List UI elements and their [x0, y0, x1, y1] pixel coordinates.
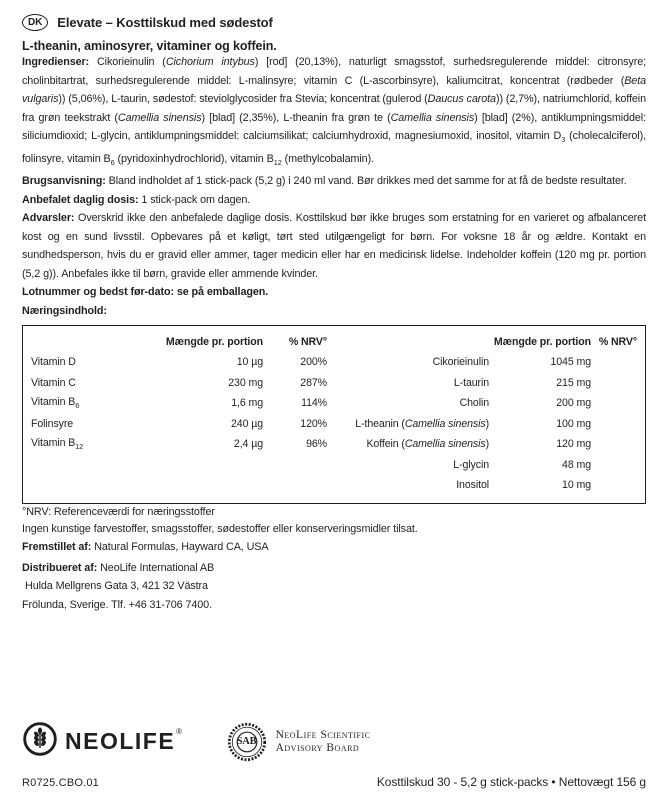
nutrient-amount: 48 mg [562, 458, 591, 471]
nutrient-amount: 200 mg [556, 397, 591, 410]
product-subtitle: L-theanin, aminosyrer, vitaminer og koffein. [22, 39, 277, 53]
brand-row [22, 721, 646, 762]
label-footer [22, 721, 646, 789]
nrv-header: % NRV° [288, 335, 327, 348]
wheat-icon [22, 721, 58, 762]
nutrient-name: Vitamin $B_6$ [31, 396, 80, 411]
nutrient-name: Inositol [456, 479, 489, 492]
nutrient-nrv: 120% [300, 417, 327, 430]
nutrient-amount: 1045 mg [550, 356, 591, 369]
manufacturer-line: Fremstillet af: Natural Formulas, Hayward CA, USA [22, 541, 269, 554]
item-code: R0725.CBO.01 [22, 777, 99, 789]
nutrient-name: Koffein (Camellia sinensis) [366, 438, 489, 451]
sab-seal-icon [227, 722, 267, 762]
nrv-footnote: °NRV: Referenceværdi for næringsstoffer [22, 506, 215, 519]
nutrient-amount: 10 µg [236, 356, 263, 369]
neolife-logo [22, 721, 183, 762]
nutrient-name: Vitamin D [31, 356, 76, 369]
neolife-wordmark: NEOLIFE® [65, 727, 184, 754]
nutrition-heading: Næringsindhold: [22, 304, 107, 317]
nutrient-name: L-theanin (Camellia sinensis) [355, 417, 489, 430]
language-badge: DK [22, 14, 48, 31]
nutrition-table-right [341, 331, 637, 495]
amount-header: Mængde pr. portion [165, 335, 263, 348]
no-additives-note: Ingen kunstige farvestoffer, smagsstoffer, sødestoffer eller konserveringsmidler tilsat. [22, 523, 418, 536]
sab-block [227, 722, 371, 762]
nutrient-nrv: 200% [300, 356, 327, 369]
nutrient-name: L-taurin [453, 376, 489, 389]
nutrition-table-left [31, 331, 341, 495]
usage-paragraph: Brugsanvisning: Bland indholdet af 1 stick-pack (5,2 g) i 240 ml vand. Bør drikkes med det samme for at få de bedste resultater. [22, 175, 627, 188]
title-row [22, 14, 646, 31]
nrv-header: % NRV° [598, 335, 637, 348]
nutrient-name: Cikorieinulin [432, 356, 489, 369]
distributor-line: Distribueret af: NeoLife International AB [22, 561, 215, 574]
bottom-row [22, 775, 646, 789]
warnings-paragraph: Advarsler: Overskrid ikke den anbefalede daglige dosis. Kosttilskud bør ikke bruges som erstatning for en varieret og afbalanceret kost og en sund livsstil. Opbevares på et køligt, tørt sted utilgængeligt for børn. For voksne 18 år og ældre. Kontakt en sundhedsperson, hvis du er gravid eller ammer, tager medicin eller har en medicinsk lidelse. Indeholder koffein (120 mg pr. portion (5,2 g)). Anbefales ikke til børn, gravide eller ammende kvinder. [22, 212, 646, 280]
nutrient-nrv: 96% [306, 438, 327, 451]
nutrient-amount: 120 mg [556, 438, 591, 451]
nutrient-name: Folinsyre [31, 417, 74, 430]
nutrient-name: L-glycin [453, 458, 489, 471]
lot-number-line: Lotnummer og bedst før-dato: se på emballagen. [22, 286, 269, 299]
amount-header: Mængde pr. portion [493, 335, 591, 348]
nutrient-amount: 230 mg [228, 376, 263, 389]
sab-seal-label: SAB [236, 736, 257, 747]
nutrient-name: Vitamin $B_{12}$ [31, 437, 84, 452]
ingredients-paragraph: Ingredienser: Cikorieinulin (Cichorium intybus) [rod] (20,13%), naturligt smagsstof, surhedsregulerende middel: citronsyre; cholinbitartrat, surhedsregulerende middel: L-malinsyre; vitamin C (L-ascorbinsyre), kaliumcitrat, koncentrat (rødbeder (Beta vulgaris)) (5,06%), L-taurin, sødestof: steviolglycosider fra Stevia; koncentrat (gulerod (Daucus carota)) (2,7%), natriumchlorid, koffein fra grøn teekstrakt (Camellia sinensis) [blad] (2,35%), L-theanin fra grøn te (Camellia sinensis) [blad] (2%), antiklumpningsmiddel: siliciumdioxid; L-glycin, antiklumpningsmiddel: calciumsilikat; calciumhydroxid, magnesiumoxid, inositol, vitamin $D_3$ (cholecalciferol), folinsyre, vitamin $B_6$ (pyridoxinhydrochlorid), vitamin $B_{12}$ (methylcobalamin). [22, 56, 647, 167]
pack-info: Kosttilskud 30 - 5,2 g stick-packs • Nettovægt 156 g [376, 775, 646, 789]
nutrient-name: Cholin [459, 397, 489, 410]
nutrient-nrv: 287% [300, 376, 327, 389]
nutrient-amount: 10 mg [562, 479, 591, 492]
nutrition-table [22, 325, 646, 504]
page-title: Elevate – Kosttilskud med sødestof [57, 15, 273, 30]
registered-trademark: ® [176, 727, 184, 736]
nutrient-amount: 2,4 µg [233, 438, 263, 451]
nutrient-amount: 215 mg [556, 376, 591, 389]
nutrient-amount: 240 µg [230, 417, 263, 430]
nutrient-amount: 1,6 mg [231, 397, 263, 410]
distributor-address-2: Frölunda, Sverige. Tlf. +46 31-706 7400. [22, 598, 212, 611]
nutrient-amount: 100 mg [556, 417, 591, 430]
nutrient-nrv: 114% [301, 397, 327, 410]
distributor-address-1: Hulda Mellgrens Gata 3, 421 32 Västra [25, 580, 208, 593]
dose-paragraph: Anbefalet daglig dosis: 1 stick-pack om dagen. [22, 193, 251, 206]
sab-board-name: NeoLife Scientific Advisory Board [275, 728, 371, 754]
nutrient-name: Vitamin C [31, 376, 76, 389]
